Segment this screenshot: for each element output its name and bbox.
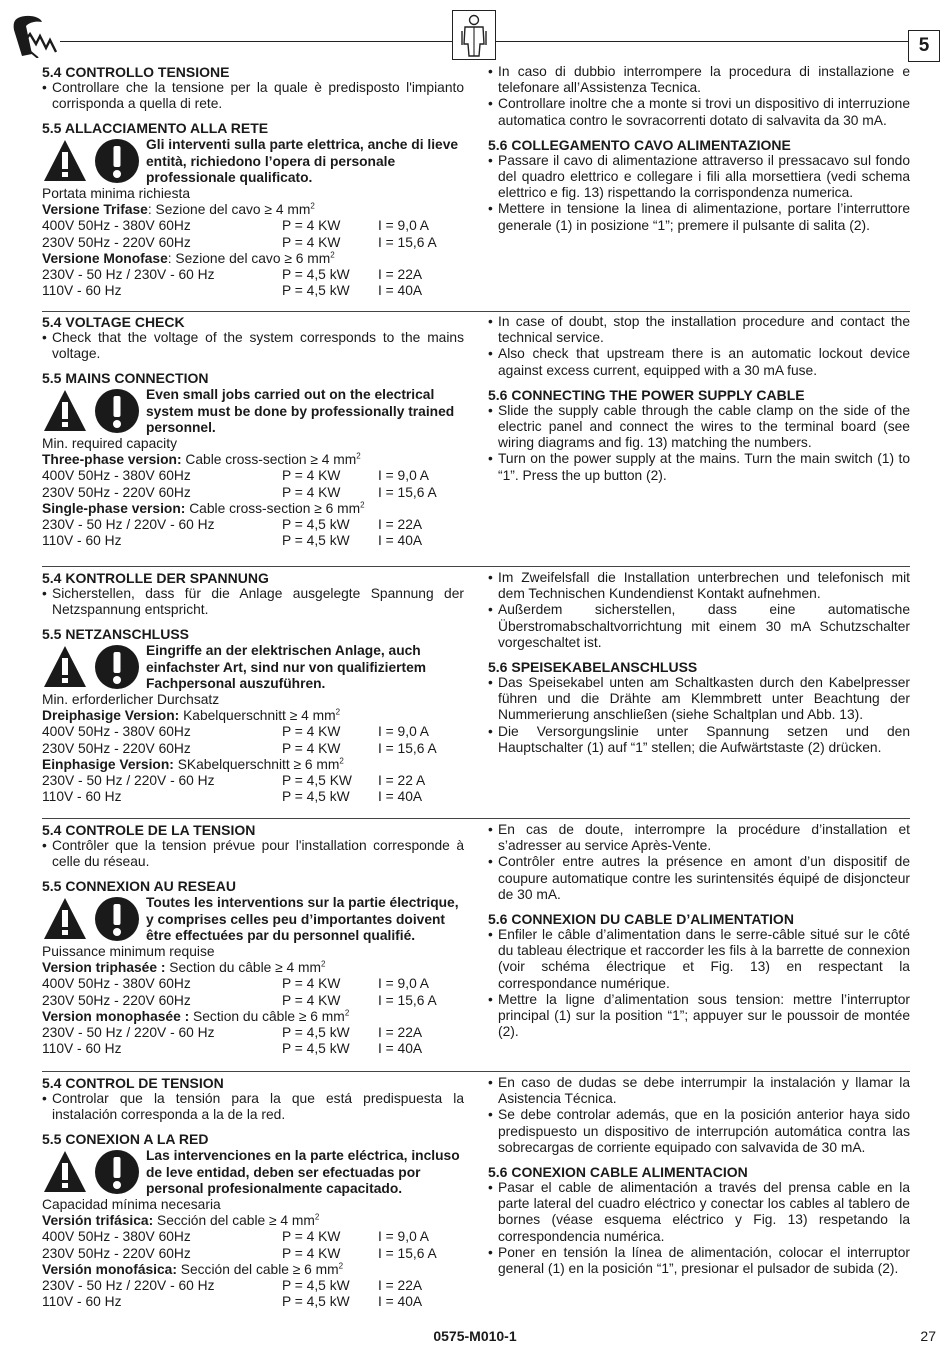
spec-row: 110V - 60 Hz P = 4,5 kW I = 40A (42, 533, 423, 549)
section-title: 5.4 CONTROL DE TENSION (42, 1075, 224, 1091)
right-column (488, 314, 910, 484)
single-phase-heading: Versión monofásica: Sección del cable ≥ 6 $mm^2$ (42, 1261, 344, 1277)
section-title: 5.4 CONTROLLO TENSIONE (42, 64, 230, 80)
spec-row: 110V - 60 Hz P = 4,5 kW I = 40A (42, 1041, 423, 1057)
single-phase-heading: Version monophasée : Section du câble ≥ 6 $mm^2$ (42, 1008, 350, 1024)
spec-row: 400V 50Hz - 380V 60Hz P = 4 KW I = 9,0 A (42, 468, 430, 484)
safety-warning (42, 643, 464, 692)
section-title: 5.6 SPEISEKABELANSCHLUSS (488, 659, 698, 676)
spec-row: 230V 50Hz - 220V 60Hz P = 4 KW I = 15,6 A (42, 740, 437, 756)
warning-text: Las intervenciones en la parte eléctrica, incluso de leve entidad, deben ser efectuadas por personal profesionalmente capacitado. (146, 1148, 460, 1196)
capacity-label: Portata minima richiesta (42, 186, 190, 202)
capacity-label: Min. erforderlicher Durchsatz (42, 692, 220, 708)
spec-row: 230V 50Hz - 220V 60Hz P = 4 KW I = 15,6 A (42, 992, 437, 1008)
warning-triangle-icon (42, 388, 88, 434)
bullet-item: • Passare il cavo di alimentazione attraverso il pressacavo sul fondo del quadro elettrico e collegare i fili alla morsettiera (vedi schema elettrico e fig. 13) rispettando la corrispondenza numerica. (488, 152, 910, 201)
bullet-item: • En cas de doute, interrompre la procédure d’installation et s’adresser au service Après-Vente. (488, 822, 910, 854)
spec-row: 230V - 50 Hz / 220V - 60 Hz P = 4,5 kW I = 22A (42, 1025, 423, 1041)
capacity-label: Min. required capacity (42, 436, 177, 452)
left-column (42, 570, 464, 805)
warning-text: Gli interventi sulla parte elettrica, anche di lieve entità, richiedono l’opera di personale professionale qualificato. (146, 137, 459, 185)
bullet-item: • Poner en tensión la línea de alimentación, colocar el interruptor general (1) en la posición “1”, presionar el pulsador de subida (2). (488, 1244, 910, 1277)
section-title: 5.5 CONNEXION AU RESEAU (42, 878, 236, 895)
capacity-label: Puissance minimum requise (42, 944, 215, 960)
left-column (42, 64, 464, 299)
right-column (488, 64, 910, 234)
warning-text: Even small jobs carried out on the electrical system must be done by professionally trained personnel. (146, 387, 455, 435)
section-title: 5.6 CONNEXION DU CABLE D’ALIMENTATION (488, 911, 794, 928)
bullet-item: • Im Zweifelsfall die Installation unterbrechen und telefonisch mit dem Technischen Kundendienst Kontakt aufnehmen. (488, 570, 910, 602)
section-divider (42, 566, 910, 567)
warning-text: Eingriffe an der elektrischen Anlage, auch einfachster Art, sind nur von qualifiziertem Fachpersonal auszuführen. (146, 643, 427, 691)
single-phase-heading: Versione Monofase: Sezione del cavo ≥ 6 $mm^2$ (42, 250, 335, 266)
left-column (42, 822, 464, 1057)
spec-row: 230V - 50 Hz / 230V - 60 Hz P = 4,5 kW I = 22A (42, 267, 423, 283)
document-code: 0575-M010-1 (433, 1328, 517, 1344)
bullet-item: • Außerdem sicherstellen, dass eine automatische Überstromabschaltvorrichtung mit einem 30 mA Schutzschalter vorgeschaltet ist. (488, 602, 910, 650)
warning-exclamation-icon (94, 1149, 140, 1195)
right-column (488, 570, 910, 756)
bullet-item: • Contrôler entre autres la présence en amont d’un dispositif de coupure automatique contre les surintensités équipé de disjoncteur de 30 mA. (488, 854, 910, 902)
spec-row: 230V - 50 Hz / 220V - 60 Hz P = 4,5 kW I = 22A (42, 517, 423, 533)
section-title: 5.5 MAINS CONNECTION (42, 370, 209, 387)
three-phase-heading: Versión trifásica: Sección del cable ≥ 4 $mm^2$ (42, 1212, 320, 1229)
spec-row: 110V - 60 Hz P = 4,5 kW I = 40A (42, 283, 423, 299)
bullet-item: • Das Speisekabel unten am Schaltkasten durch den Kabelpresser führen und die Drähte am Klemmbrett unter Beachtung der Nummerierung anschließen (siehe Schaltplan und Abb. 13). (488, 675, 910, 723)
bullet-item: • In caso di dubbio interrompere la procedura di installazione e telefonare all’Assistenza Tecnica. (488, 64, 910, 96)
bullet-item: • In case of doubt, stop the installation procedure and contact the technical service. (488, 314, 910, 346)
bullet-item: • Sicherstellen, dass für die Anlage ausgelegte Spannung der Netzspannung entspricht. (42, 586, 464, 618)
warning-exclamation-icon (94, 896, 140, 942)
section-title: 5.6 COLLEGAMENTO CAVO ALIMENTAZIONE (488, 136, 791, 153)
section-divider (42, 1071, 910, 1072)
warning-triangle-icon (42, 644, 88, 690)
bullet-item: • Mettere in tensione la linea di alimentazione, portare l’interruttore generale (1) in posizione “1”; premere il pulsante di salita (2). (488, 201, 910, 233)
left-column (42, 1075, 464, 1310)
section-title: 5.4 CONTROLE DE LA TENSION (42, 822, 256, 838)
spec-row: 230V 50Hz - 220V 60Hz P = 4 KW I = 15,6 A (42, 1245, 437, 1261)
bullet-item: • Pasar el cable de alimentación a través del prensa cable en la parte lateral del cuadro eléctrico y conectar los cables al tablero de bornes (véase esquema eléctrico y Fig. 13) respetando la correspondencia numérica. (488, 1180, 910, 1244)
bullet-item: • Die Versorgungslinie unter Spannung setzen und den Hauptschalter (1) auf “1” stellen; die Aufwärtstaste (2) drücken. (488, 723, 910, 755)
spec-row: 110V - 60 Hz P = 4,5 kW I = 40A (42, 1294, 423, 1310)
right-column (488, 822, 910, 1040)
spec-row: 400V 50Hz - 380V 60Hz P = 4 KW I = 9,0 A (42, 1229, 430, 1245)
safety-warning (42, 137, 464, 186)
bullet-item: • Controllare che la tensione per la quale è predisposto l'impianto corrisponda a quella di rete. (42, 80, 464, 112)
section-title: 5.5 CONEXION A LA RED (42, 1131, 209, 1148)
section-title: 5.6 CONNECTING THE POWER SUPPLY CABLE (488, 386, 805, 403)
warning-triangle-icon (42, 138, 88, 184)
section-title: 5.5 ALLACCIAMENTO ALLA RETE (42, 120, 269, 137)
left-column (42, 314, 464, 549)
chapter-number-box (908, 30, 940, 62)
bullet-item: • Contrôler que la tension prévue pour l'installation corresponde à celle du réseau. (42, 838, 464, 870)
section-divider (42, 311, 910, 312)
spec-row: 110V - 60 Hz P = 4,5 kW I = 40A (42, 789, 423, 805)
bullet-item: • Enfiler le câble d’alimentation dans le serre-câble situé sur le côté du tableau électrique et raccorder les fils à la barrette de connexion (voir schéma électrique et Fig. 13) en respectant la correspondance numérique. (488, 927, 910, 991)
spec-row: 230V 50Hz - 220V 60Hz P = 4 KW I = 15,6 A (42, 234, 437, 250)
right-column (488, 1075, 910, 1277)
header-rule (60, 41, 940, 42)
section-title: 5.4 KONTROLLE DER SPANNUNG (42, 570, 269, 586)
warning-triangle-icon (42, 896, 88, 942)
spec-row: 230V - 50 Hz / 220V - 60 Hz P = 4,5 KW I = 22 A (42, 773, 426, 789)
spec-row: 400V 50Hz - 380V 60Hz P = 4 KW I = 9,0 A (42, 976, 430, 992)
warning-text: Toutes les interventions sur la partie électrique, y comprises celles peu d’importantes doivent être effectuées par du personnel qualifié. (146, 895, 459, 943)
section-title: 5.6 CONEXION CABLE ALIMENTACION (488, 1164, 748, 1181)
bullet-item: • En caso de dudas se debe interrumpir la instalación y llamar la Asistencia Técnica. (488, 1075, 910, 1107)
bullet-item: • Slide the supply cable through the cable clamp on the side of the electric panel and connect the wires to the terminal board (see wiring diagrams and fig. 13) matching the numbers. (488, 402, 910, 451)
section-title: 5.5 NETZANSCHLUSS (42, 626, 190, 643)
page-folio: 27 (920, 1328, 936, 1344)
spec-row: 400V 50Hz - 380V 60Hz P = 4 KW I = 9,0 A (42, 218, 430, 234)
spec-row: 230V 50Hz - 220V 60Hz P = 4 KW I = 15,6 A (42, 484, 437, 500)
bullet-item: • Se debe controlar además, que en la posición anterior haya sido predispuesto un dispositivo de interrupción automática contra las sobrecargas de corriente equipado con salvavida de 30 mA. (488, 1107, 910, 1155)
safety-warning (42, 387, 464, 436)
three-phase-heading: Versione Trifase: Sezione del cavo ≥ 4 $mm^2$ (42, 201, 315, 218)
spec-row: 230V - 50 Hz / 220V - 60 Hz P = 4,5 kW I = 22A (42, 1278, 423, 1294)
bullet-item: • Turn on the power supply at the mains. Turn the main switch (1) to “1”. Press the up button (2). (488, 451, 910, 483)
bullet-item: • Controlar que la tensión para la que está predispuesta la instalación corresponda a la de la red. (42, 1091, 464, 1123)
three-phase-heading: Version triphasée : Section du câble ≥ 4 $mm^2$ (42, 959, 326, 976)
warning-exclamation-icon (94, 388, 140, 434)
section-divider (42, 818, 910, 819)
bullet-item: • Mettre la ligne d’alimentation sous tension: mettre l’interruptor principal (1) sur la position “1”; appuyer sur le poussoir de montée (2). (488, 991, 910, 1040)
chapter-number: 5 (918, 35, 930, 56)
section-title: 5.4 VOLTAGE CHECK (42, 314, 185, 330)
warning-triangle-icon (42, 1149, 88, 1195)
brand-logo (10, 14, 60, 58)
spec-row: 400V 50Hz - 380V 60Hz P = 4 KW I = 9,0 A (42, 724, 430, 740)
three-phase-heading: Three-phase version: Cable cross-section ≥ 4 $mm^2$ (42, 451, 361, 468)
warning-exclamation-icon (94, 138, 140, 184)
three-phase-heading: Dreiphasige Version: Kabelquerschnitt ≥ 4 $mm^2$ (42, 707, 341, 724)
single-phase-heading: Einphasige Version: SKabelquerschnitt ≥ 6 $mm^2$ (42, 756, 344, 772)
operator-icon (452, 10, 496, 60)
bullet-item: • Check that the voltage of the system corresponds to the mains voltage. (42, 330, 464, 362)
capacity-label: Capacidad mínima necesaria (42, 1197, 221, 1213)
safety-warning (42, 895, 464, 944)
bullet-item: • Also check that upstream there is an automatic lockout device against excess current, equipped with a 30 mA fuse. (488, 346, 910, 378)
safety-warning (42, 1148, 464, 1197)
single-phase-heading: Single-phase version: Cable cross-section ≥ 6 $mm^2$ (42, 500, 365, 516)
warning-exclamation-icon (94, 644, 140, 690)
bullet-item: • Controllare inoltre che a monte si trovi un dispositivo di interruzione automatica contro le sovracorrenti dotato di salvavita da 30 mA. (488, 96, 910, 128)
